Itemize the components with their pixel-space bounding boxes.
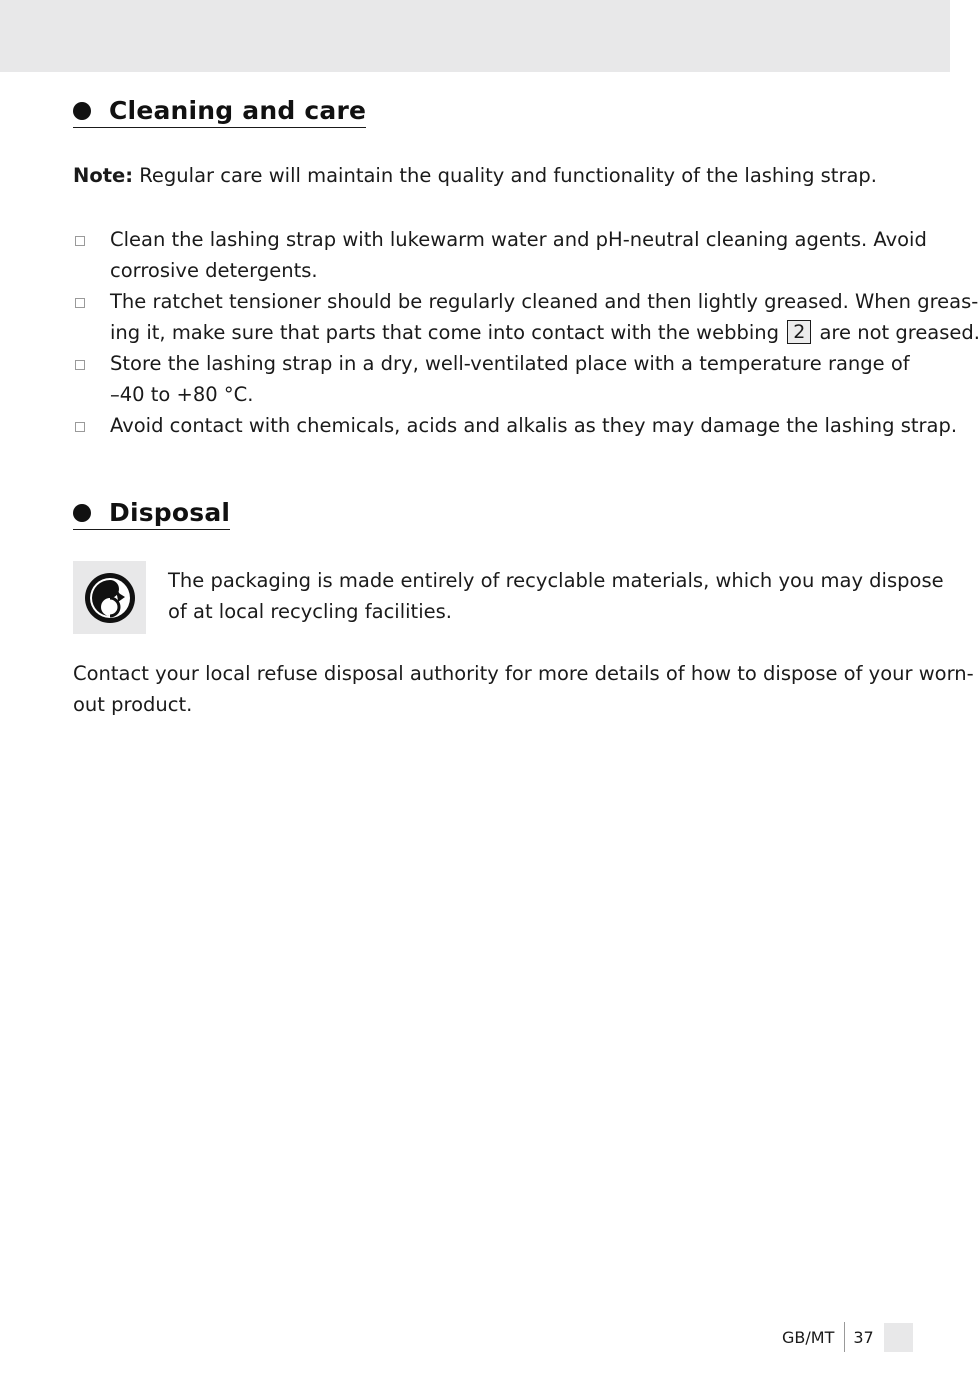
list-item-line: Clean the lashing strap with lukewarm water and pH-neutral cleaning agents. Avoid <box>110 228 927 251</box>
heading-bullet-icon <box>73 504 91 522</box>
list-item-line: The ratchet tensioner should be regularly cleaned and then lightly greased. When greas- <box>110 290 979 313</box>
checkbox-bullet-icon <box>75 236 85 246</box>
list-item-line: Store the lashing strap in a dry, well-ventilated place with a temperature range of <box>110 352 910 375</box>
list-item <box>73 410 958 441</box>
care-note <box>73 164 877 187</box>
list-item-text: are not greased. <box>813 321 980 344</box>
green-dot-recycling-icon <box>73 561 146 634</box>
packaging-line: of at local recycling facilities. <box>168 600 452 623</box>
list-item-line: –40 to +80 °C. <box>110 383 254 406</box>
header-band <box>0 0 950 72</box>
list-item-text: ing it, make sure that parts that come into contact with the webbing <box>110 321 786 344</box>
disposal-heading <box>73 498 230 530</box>
part-reference-badge: 2 <box>787 320 811 344</box>
packaging-text <box>168 565 944 627</box>
note-text: Regular care will maintain the quality and functionality of the lashing strap. <box>133 164 877 187</box>
list-item-line <box>110 317 980 348</box>
disposal-heading-text: Disposal <box>109 498 231 527</box>
disposal-contact-text <box>73 658 974 720</box>
page-footer <box>782 1322 913 1352</box>
heading-bullet-icon <box>73 102 91 120</box>
checkbox-bullet-icon <box>75 422 85 432</box>
footer-locale: GB/MT <box>782 1327 835 1347</box>
packaging-line: The packaging is made entirely of recyclable materials, which you may dispose <box>168 569 944 592</box>
list-item <box>73 224 927 286</box>
checkbox-bullet-icon <box>75 298 85 308</box>
page-number: 37 <box>853 1327 874 1347</box>
list-item <box>73 286 980 348</box>
care-instructions-list <box>73 224 980 441</box>
cleaning-heading <box>73 96 366 128</box>
list-item-line: corrosive detergents. <box>110 259 318 282</box>
list-item <box>73 348 910 410</box>
checkbox-bullet-icon <box>75 360 85 370</box>
contact-line: Contact your local refuse disposal authority for more details of how to dispose of your worn- <box>73 662 974 685</box>
list-item-line: Avoid contact with chemicals, acids and alkalis as they may damage the lashing strap. <box>110 414 958 437</box>
page-tab-marker <box>884 1323 913 1352</box>
contact-line: out product. <box>73 693 193 716</box>
cleaning-heading-text: Cleaning and care <box>109 96 367 125</box>
note-label: Note: <box>73 164 134 187</box>
